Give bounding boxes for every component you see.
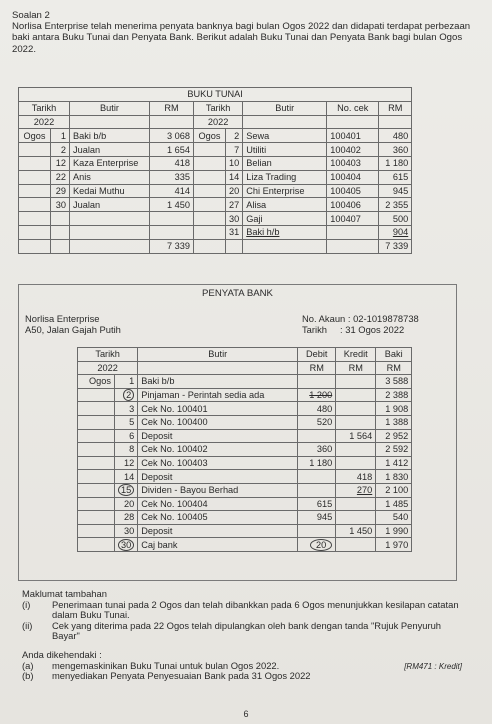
pb-baki: 3 588: [376, 375, 412, 389]
mark-code: [RM471 : Kredit]: [404, 661, 462, 671]
pb-debit: [298, 538, 336, 552]
penyata-bank-section: [18, 284, 457, 581]
bt-row: [19, 170, 412, 184]
bt-day-right: 30: [226, 212, 243, 226]
pb-row: [78, 470, 412, 484]
pb-kredit: 418: [336, 470, 376, 484]
pb-row: [78, 483, 412, 497]
pb-row: [78, 456, 412, 470]
pb-butir: Cek No. 100402: [138, 443, 298, 457]
bt-cek-right: 100405: [327, 184, 379, 198]
pb-baki: 1 485: [376, 497, 412, 511]
bt-header-butir-right: Butir: [243, 101, 327, 115]
bt-month-right: [194, 198, 226, 212]
tugasan-item: (a) mengemaskinikan Buku Tunai untuk bulan Ogos 2022. [RM471 : Kredit]: [22, 659, 462, 671]
bt-month-right: [194, 184, 226, 198]
pb-month: [78, 388, 115, 402]
bt-row: [19, 143, 412, 157]
pb-baki: 1 412: [376, 456, 412, 470]
bt-row: [19, 156, 412, 170]
pb-unit-baki: RM: [376, 361, 412, 375]
bt-rm-right: 480: [379, 129, 412, 143]
bt-empty: [327, 239, 379, 253]
pb-kredit: [336, 375, 376, 389]
pb-debit: 1 180: [298, 456, 336, 470]
pb-baki: 2 100: [376, 483, 412, 497]
additional-info: [22, 589, 462, 682]
bt-month-right: [194, 143, 226, 157]
maklumat-item: (ii) Cek yang diterima pada 22 Ogos telah dipulangkan oleh bank dengan tanda "Rujuk Penyuruh Bayar": [22, 619, 442, 642]
pb-row: [78, 538, 412, 552]
pb-day: 30: [115, 524, 138, 538]
bt-empty: [19, 239, 51, 253]
account-number: No. Akaun : 02-1019878738: [302, 313, 419, 324]
pb-butir: Pinjaman - Perintah sedia ada: [138, 388, 298, 402]
pb-kredit: [336, 511, 376, 525]
bt-header-rm-right: RM: [379, 101, 412, 115]
bt-body: [19, 129, 412, 253]
pb-day: 20: [115, 497, 138, 511]
bt-empty: [194, 239, 226, 253]
circled-day-mark: 2: [123, 389, 134, 401]
pb-baki: 540: [376, 511, 412, 525]
circled-day-mark: 15: [118, 484, 134, 496]
pb-header-tarikh: Tarikh: [78, 348, 138, 362]
pb-header-baki: Baki: [376, 348, 412, 362]
pb-row: [78, 375, 412, 389]
bt-month-right: Ogos: [194, 129, 226, 143]
bt-rm-left: [150, 225, 194, 239]
pb-butir: Cek No. 100403: [138, 456, 298, 470]
pb-kredit: [336, 415, 376, 429]
pb-header-butir: Butir: [138, 348, 298, 362]
pb-day: [115, 483, 138, 497]
company-name: Norlisa Enterprise: [25, 313, 100, 324]
bt-day-left: 22: [51, 170, 70, 184]
bt-empty: [70, 239, 150, 253]
bt-month-left: [19, 184, 51, 198]
bt-month-right: [194, 156, 226, 170]
page-number: 6: [243, 709, 249, 719]
pb-debit: [298, 375, 336, 389]
pb-kredit: [336, 443, 376, 457]
pb-row: [78, 443, 412, 457]
bt-day-left: 2: [51, 143, 70, 157]
pb-kredit: 270: [336, 483, 376, 497]
bt-butir-left: Anis: [70, 170, 150, 184]
pb-month: [78, 511, 115, 525]
pb-butir: Deposit: [138, 524, 298, 538]
tugasan-heading: Anda dikehendaki :: [22, 648, 102, 660]
bt-day-left: 1: [51, 129, 70, 143]
pb-row: [78, 415, 412, 429]
pb-kredit: [336, 538, 376, 552]
pb-unit-debit: RM: [298, 361, 336, 375]
buku-tunai-section: [18, 87, 455, 254]
pb-row: [78, 511, 412, 525]
bt-butir-right: Baki h/b: [243, 225, 327, 239]
bt-cek-right: 100406: [327, 198, 379, 212]
pb-month: [78, 470, 115, 484]
bt-day-left: 30: [51, 198, 70, 212]
bt-butir-left: [70, 212, 150, 226]
bt-month-left: [19, 156, 51, 170]
bt-month-left: [19, 170, 51, 184]
bt-butir-right: Liza Trading: [243, 170, 327, 184]
bt-rm-left: 1 450: [150, 198, 194, 212]
bt-day-right: 2: [226, 129, 243, 143]
bt-day-right: 10: [226, 156, 243, 170]
bt-year-right: 2022: [194, 115, 243, 129]
bt-rm-right: 2 355: [379, 198, 412, 212]
bt-day-right: 31: [226, 225, 243, 239]
bt-row: [19, 184, 412, 198]
pb-debit: 360: [298, 443, 336, 457]
pb-butir: Deposit: [138, 470, 298, 484]
bt-row: [19, 212, 412, 226]
bt-cek-right: 100401: [327, 129, 379, 143]
bt-day-right: 7: [226, 143, 243, 157]
pb-day: 12: [115, 456, 138, 470]
bt-rm-left: 414: [150, 184, 194, 198]
bt-month-left: [19, 212, 51, 226]
pb-month: [78, 456, 115, 470]
bt-butir-left: [70, 225, 150, 239]
bt-month-left: [19, 225, 51, 239]
bt-butir-right: Utiliti: [243, 143, 327, 157]
pb-month: Ogos: [78, 375, 115, 389]
bt-cek-right: 100404: [327, 170, 379, 184]
bt-day-left: [51, 212, 70, 226]
bt-row: [19, 198, 412, 212]
pb-butir: Caj bank: [138, 538, 298, 552]
bt-month-left: [19, 198, 51, 212]
pb-day: 8: [115, 443, 138, 457]
pb-month: [78, 415, 115, 429]
circled-day-mark: 30: [118, 539, 134, 551]
pb-debit: 945: [298, 511, 336, 525]
pb-month: [78, 483, 115, 497]
pb-baki: 1 830: [376, 470, 412, 484]
bt-day-left: [51, 225, 70, 239]
bt-rm-right: 360: [379, 143, 412, 157]
pb-day: 5: [115, 415, 138, 429]
question-intro: [12, 10, 482, 55]
bt-rm-left: [150, 212, 194, 226]
pb-baki: 2 388: [376, 388, 412, 402]
pb-year: 2022: [78, 361, 138, 375]
bt-rm-right: 904: [379, 225, 412, 239]
bt-empty: [243, 239, 327, 253]
penyata-bank-title: PENYATA BANK: [202, 288, 273, 299]
pb-baki: 1 388: [376, 415, 412, 429]
bt-day-right: 20: [226, 184, 243, 198]
pb-day: 14: [115, 470, 138, 484]
pb-day: 3: [115, 402, 138, 416]
bt-header-butir-left: Butir: [70, 101, 150, 115]
pb-month: [78, 497, 115, 511]
pb-debit: 520: [298, 415, 336, 429]
bt-rm-left: 335: [150, 170, 194, 184]
bt-month-right: [194, 170, 226, 184]
bt-header-rm-left: RM: [150, 101, 194, 115]
maklumat-item: (i) Penerimaan tunai pada 2 Ogos dan telah dibankkan pada 6 Ogos menunjukkan kesilapan catatan dalam Buku Tunai.: [22, 598, 459, 621]
bt-cek-right: 100403: [327, 156, 379, 170]
pb-row: [78, 402, 412, 416]
bt-total-row: [19, 239, 412, 253]
bt-rm-left: 418: [150, 156, 194, 170]
pb-kredit: [336, 497, 376, 511]
pb-butir: Deposit: [138, 429, 298, 443]
company-address: A50, Jalan Gajah Putih: [25, 324, 121, 335]
pb-butir: Cek No. 100404: [138, 497, 298, 511]
bt-row: [19, 225, 412, 239]
pb-row: [78, 429, 412, 443]
buku-tunai-title: BUKU TUNAI: [19, 88, 412, 102]
pb-day: 1: [115, 375, 138, 389]
bt-butir-left: Jualan: [70, 143, 150, 157]
pb-debit: [298, 470, 336, 484]
pb-debit: 480: [298, 402, 336, 416]
bt-year-left: 2022: [19, 115, 70, 129]
pb-header-kredit: Kredit: [336, 348, 376, 362]
pb-baki: 1 970: [376, 538, 412, 552]
pb-debit: [298, 483, 336, 497]
bt-header-tarikh-left: Tarikh: [19, 101, 70, 115]
pb-butir: Cek No. 100405: [138, 511, 298, 525]
bt-rm-left: 3 068: [150, 129, 194, 143]
bt-butir-left: Kaza Enterprise: [70, 156, 150, 170]
pb-kredit: 1 450: [336, 524, 376, 538]
pb-kredit: [336, 456, 376, 470]
bt-header-tarikh-right: Tarikh: [194, 101, 243, 115]
pb-day: 6: [115, 429, 138, 443]
pb-day: [115, 538, 138, 552]
bt-rm-right: 945: [379, 184, 412, 198]
bt-month-right: [194, 225, 226, 239]
pb-baki: 2 592: [376, 443, 412, 457]
bt-day-left: 12: [51, 156, 70, 170]
pb-butir: Cek No. 100400: [138, 415, 298, 429]
circled-amount-mark: 20: [310, 539, 332, 551]
bt-header-cek-right: No. cek: [327, 101, 379, 115]
pb-month: [78, 402, 115, 416]
pb-row: [78, 497, 412, 511]
bt-empty: [51, 239, 70, 253]
pb-header-debit: Debit: [298, 348, 336, 362]
bt-cek-right: [327, 225, 379, 239]
question-text: Norlisa Enterprise telah menerima penyata banknya bagi bulan Ogos 2022 dan didapati terdapat perbezaan baki antara Buku Tunai dan Penyata Bank. Berikut adalah Buku Tunai dan Penyata Bank bagi bulan Ogos 2022.: [12, 21, 471, 55]
bt-cek-right: 100407: [327, 212, 379, 226]
pb-day: [115, 388, 138, 402]
bt-butir-left: Jualan: [70, 198, 150, 212]
pb-butir: Baki b/b: [138, 375, 298, 389]
bt-rm-right: 1 180: [379, 156, 412, 170]
pb-body: [78, 375, 412, 552]
statement-date: Tarikh : 31 Ogos 2022: [302, 324, 405, 335]
bt-day-right: 14: [226, 170, 243, 184]
bt-butir-right: Belian: [243, 156, 327, 170]
pb-month: [78, 538, 115, 552]
bt-empty: [226, 239, 243, 253]
tugasan-item: (b) menyediakan Penyata Penyesuaian Bank pada 31 Ogos 2022: [22, 670, 311, 682]
pb-debit: [298, 524, 336, 538]
bt-cek-right: 100402: [327, 143, 379, 157]
pb-month: [78, 443, 115, 457]
bt-month-left: Ogos: [19, 129, 51, 143]
bt-butir-right: Sewa: [243, 129, 327, 143]
bt-rm-left: 1 654: [150, 143, 194, 157]
pb-row: [78, 388, 412, 402]
bt-butir-right: Chi Enterprise: [243, 184, 327, 198]
bt-total-right: 7 339: [379, 239, 412, 253]
bt-month-left: [19, 143, 51, 157]
pb-baki: 2 952: [376, 429, 412, 443]
pb-day: 28: [115, 511, 138, 525]
pb-debit: 615: [298, 497, 336, 511]
pb-butir: Dividen - Bayou Berhad: [138, 483, 298, 497]
bt-row: [19, 129, 412, 143]
bt-butir-left: Baki b/b: [70, 129, 150, 143]
bt-total-left: 7 339: [150, 239, 194, 253]
bt-butir-left: Kedai Muthu: [70, 184, 150, 198]
pb-month: [78, 524, 115, 538]
pb-kredit: [336, 388, 376, 402]
penyata-bank-table: [77, 347, 412, 552]
pb-debit: [298, 429, 336, 443]
pb-kredit: [336, 402, 376, 416]
pb-kredit: 1 564: [336, 429, 376, 443]
pb-month: [78, 429, 115, 443]
bt-rm-right: 500: [379, 212, 412, 226]
pb-debit: 1 200: [298, 388, 336, 402]
question-heading: Soalan 2: [12, 10, 50, 21]
bt-day-left: 29: [51, 184, 70, 198]
bt-butir-right: Alisa: [243, 198, 327, 212]
bt-butir-right: Gaji: [243, 212, 327, 226]
bt-month-right: [194, 212, 226, 226]
pb-row: [78, 524, 412, 538]
bt-rm-right: 615: [379, 170, 412, 184]
pb-baki: 1 990: [376, 524, 412, 538]
bt-day-right: 27: [226, 198, 243, 212]
pb-baki: 1 908: [376, 402, 412, 416]
pb-unit-kredit: RM: [336, 361, 376, 375]
maklumat-heading: Maklumat tambahan: [22, 588, 107, 599]
pb-butir: Cek No. 100401: [138, 402, 298, 416]
buku-tunai-table: [18, 87, 412, 254]
